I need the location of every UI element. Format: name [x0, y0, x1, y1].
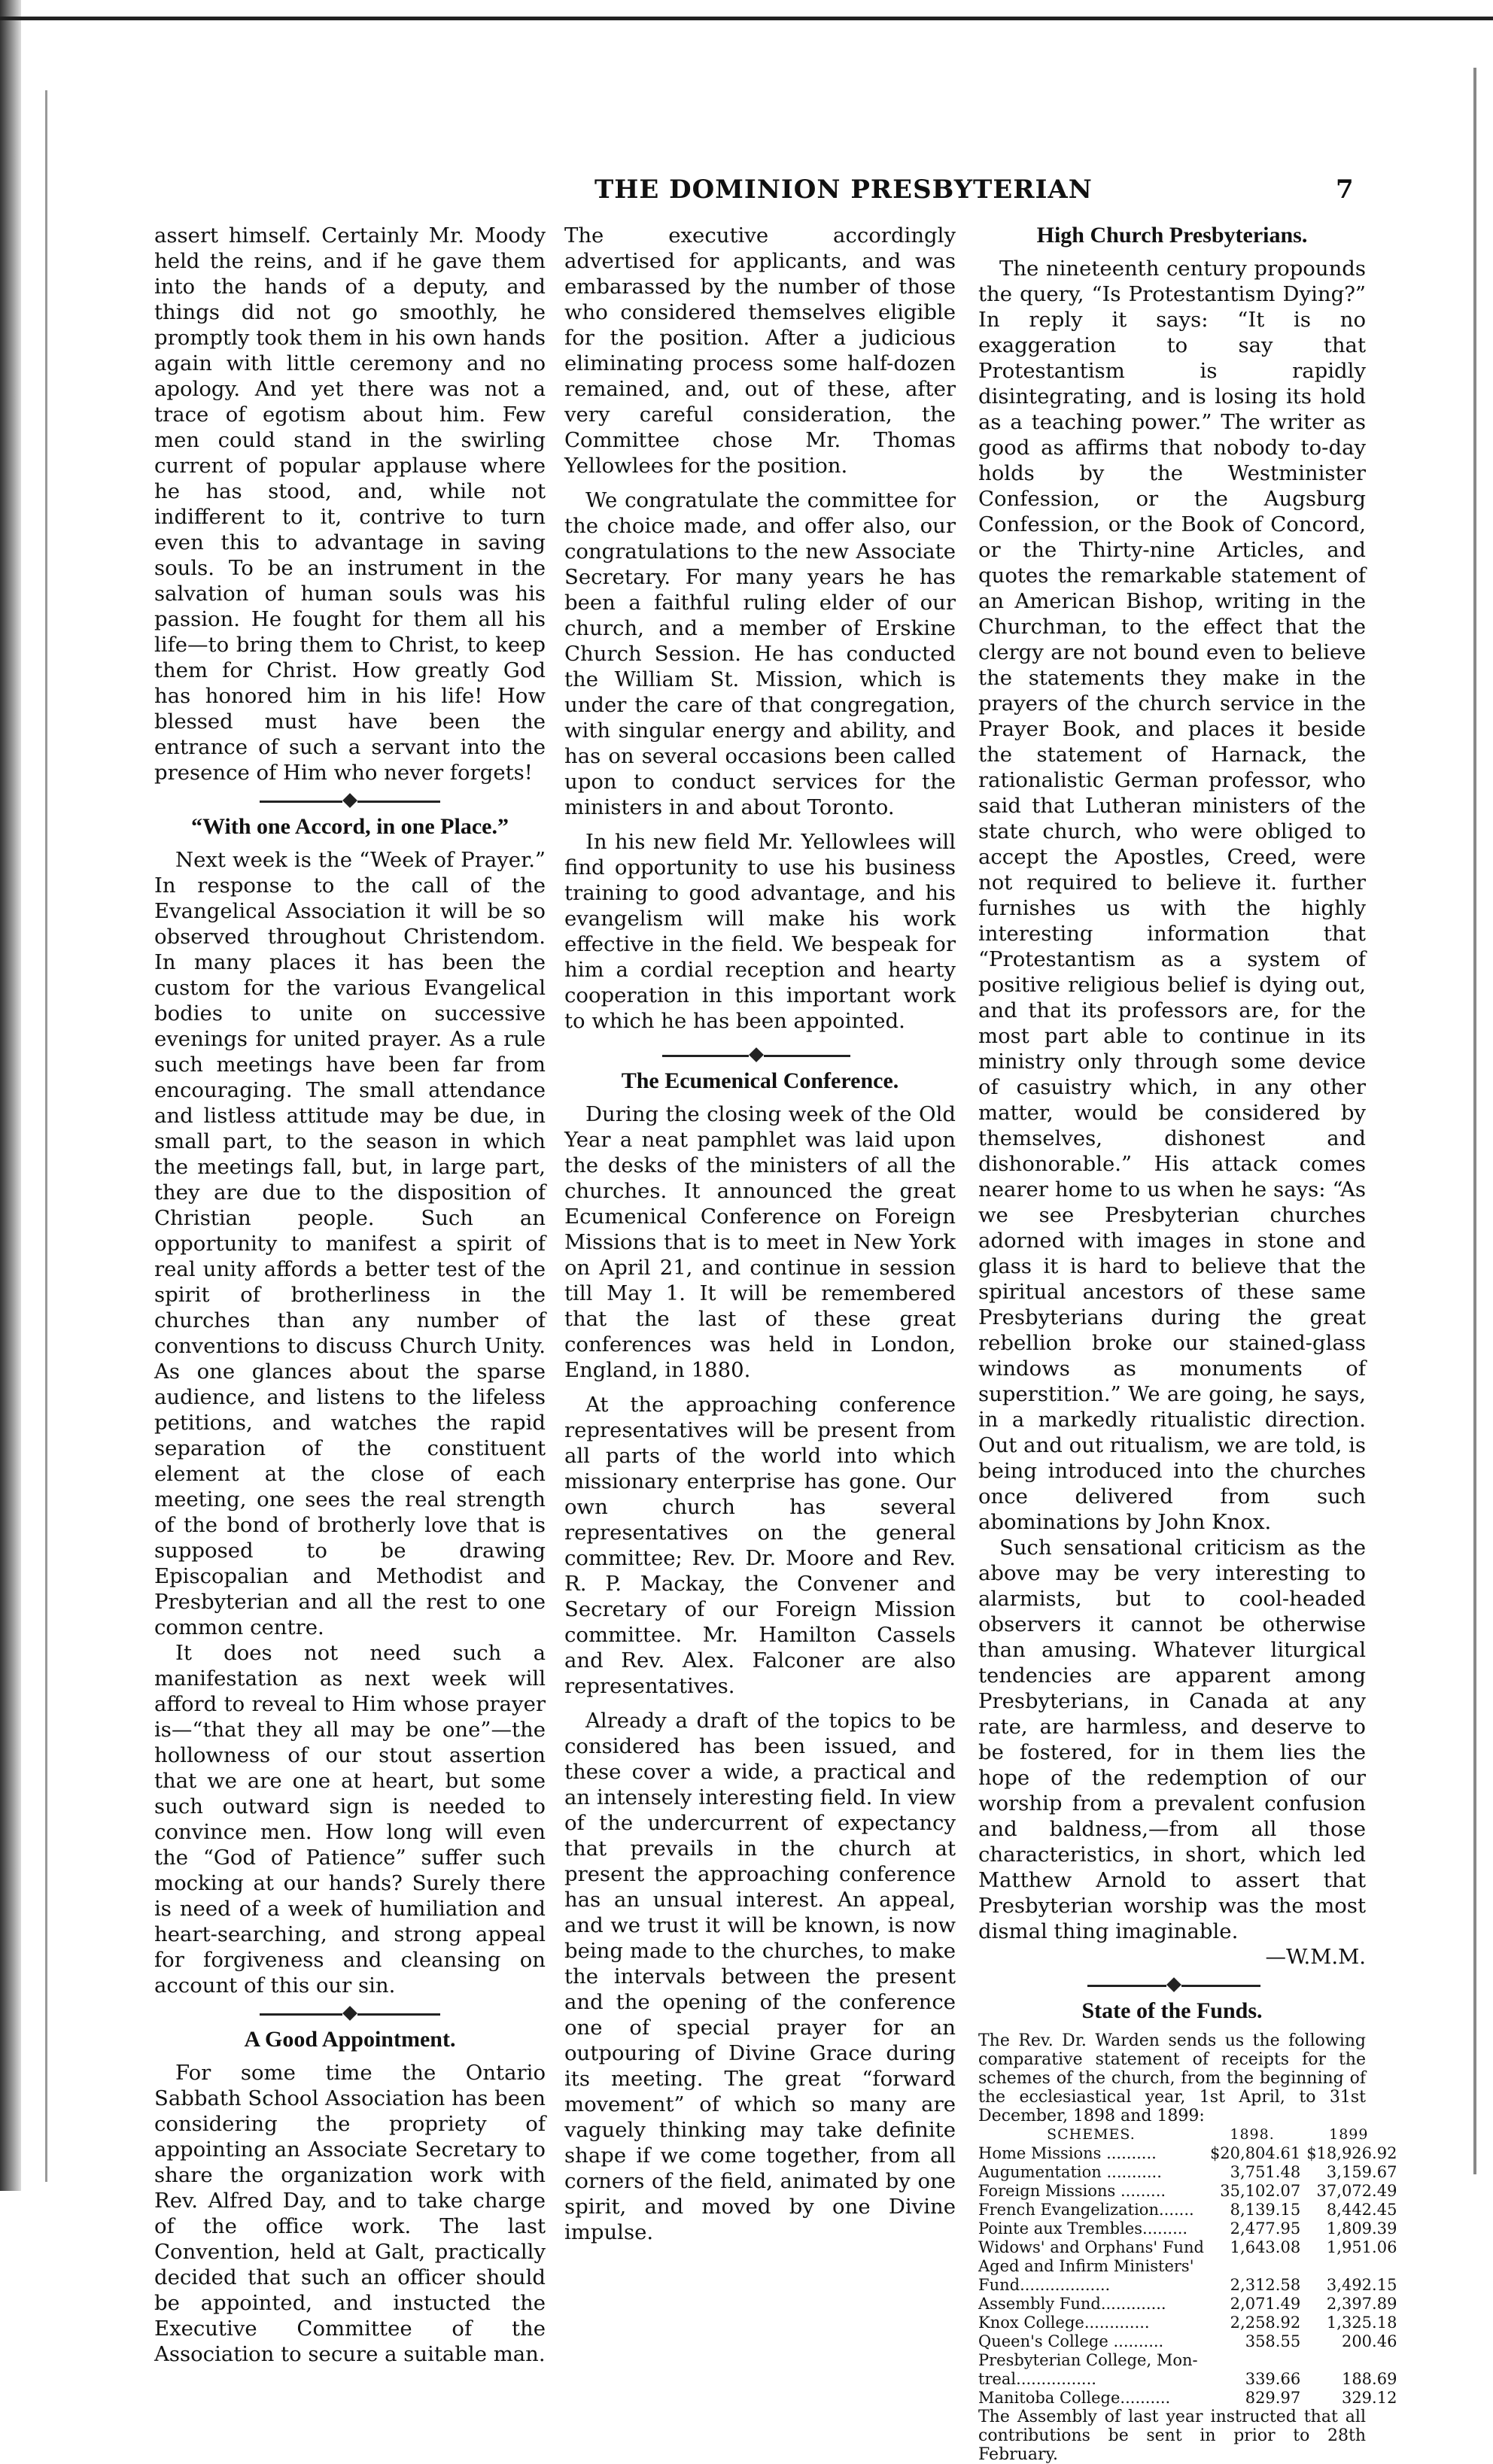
funds-heading: State of the Funds.	[1081, 1998, 1263, 2023]
ecumenical-paragraph-1: During the closing week of the Old Year a neat pamphlet was laid upon the desks of the ministers of all the churches. It announced the great Ecumenical Conference on Foreign Missions that is to meet in New York on April 21, and continue in session till May 1. It will be remembered that the last of these great conferences was held in London, England, in 1880.	[564, 1102, 956, 1382]
scan-right-edge	[1473, 68, 1476, 2174]
accord-paragraph-2: It does not need such a manifestation as next week will afford to reveal to Him whose prayer is—“that they all may be one”—the hollowness of our stout assertion that we are one at heart, but some such outward sign is needed to convince men. How long will even the “God of Patience” suffer such mocking at our hands? Surely there is need of a week of humiliation and heart-searching, and strong appeal for forgiveness and cleansing on account of this our sin.	[154, 1641, 546, 1998]
amount-1898: 3,751.48	[1230, 2163, 1301, 2181]
amount-1899: 188.69	[1341, 2370, 1397, 2388]
amount-1899: 8,442.45	[1326, 2201, 1397, 2219]
table-row	[978, 2351, 1397, 2370]
scheme-name: Pointe aux Trembles.........	[978, 2219, 1188, 2238]
scheme-name: Augumentation ...........	[978, 2163, 1162, 2181]
ecumenical-heading: The Ecumenical Conference.	[621, 1068, 899, 1093]
page-number: 7	[1336, 175, 1354, 205]
section-divider	[154, 2004, 546, 2024]
amount-1898: 339.66	[1245, 2370, 1301, 2388]
scan-left-edge	[0, 0, 21, 2191]
scheme-name: Fund..................	[978, 2276, 1111, 2294]
amount-1898: 35,102.07	[1220, 2182, 1301, 2200]
scheme-name: Knox College.............	[978, 2314, 1150, 2332]
running-title: THE DOMINION PRESBYTERIAN	[594, 175, 1093, 205]
amount-1898: 2,258.92	[1230, 2314, 1301, 2332]
table-row	[978, 2370, 1397, 2389]
table-row	[978, 2163, 1397, 2182]
amount-1899: $18,926.92	[1306, 2144, 1397, 2162]
appointment-paragraph-4: In his new field Mr. Yellowlees will find opportunity to use his business training to good advantage, and his evangelism will make his work effective in the field. We bespeak for him a cordial reception and hearty cooperation in this important work to which he has been appointed.	[564, 830, 956, 1033]
scheme-name: Assembly Fund.............	[978, 2295, 1166, 2313]
column-3	[978, 223, 1397, 2464]
scheme-name: Aged and Infirm Ministers'	[978, 2257, 1194, 2275]
table-row	[978, 2295, 1397, 2314]
table-row	[978, 2257, 1397, 2276]
amount-1898	[1204, 2257, 1300, 2276]
amount-1898: 358.55	[1245, 2332, 1301, 2350]
appointment-paragraph-1: For some time the Ontario Sabbath School Association has been considering the propriety of appointing an Associate Secretary to share the organization work with Rev. Alfred Day, and to take charge of the office work. The last Convention, held at Galt, practically decided that such an officer should be appointed, and instucted the Executive Committee of the Association to secure a suitable man.	[154, 2061, 546, 2366]
appointment-paragraph-3: We congratulate the committee for the choice made, and offer also, our congratulations to the new Associate Secretary. For many years he has been a faithful ruling elder of our church, and a member of Erskine Church Session. He has conducted the William St. Mission, which is under the care of that congregation, with singular energy and ability, and has on several occasions been called upon to conduct services for the ministers in and about Toronto.	[564, 488, 956, 819]
header-cell: 1898.	[1230, 2126, 1275, 2143]
ecumenical-paragraph-3: Already a draft of the topics to be considered has been issued, and these cover a wide, a practical and an intensely interesting field. In view of the undercurrent of expectancy that prevails in the church at present the approaching conference has an unsual interest. An appeal, and we trust it will be known, is now being made to the churches, to make the intervals between the present and the opening of the conference one of special prayer for an outpouring of Divine Grace during its meeting. The great “forward movement” of which so many are vaguely thinking may take definite shape if we come together, from all corners of the field, animated by one spirit, and moved by one Divine impulse.	[564, 1709, 956, 2244]
signature: —W.M.M.	[1265, 1945, 1366, 1969]
column-2	[564, 223, 956, 2245]
high-church-paragraph-2: Such sensational criticism as the above may be very interesting to alarmists, but to cool-headed observers it cannot be otherwise than amusing. Whatever liturgical tendencies are apparent among Presbyterians, in Canada at any rate, are harmless, and deserve to be fostered, for in them lies the hope of the redemption of our worship from a prevalent confusion and baldness,—from all those characteristics, in short, which led Matthew Arnold to assert that Presbyterian worship was the most dismal thing imaginable.	[978, 1536, 1366, 1943]
amount-1899	[1300, 2257, 1397, 2276]
amount-1898: 829.97	[1245, 2389, 1301, 2407]
amount-1899	[1300, 2351, 1397, 2370]
accord-heading: “With one Accord, in one Place.”	[191, 814, 509, 839]
amount-1898: 8,139.15	[1230, 2201, 1301, 2219]
scheme-name: Manitoba College..........	[978, 2389, 1171, 2407]
amount-1898: $20,804.61	[1209, 2144, 1301, 2162]
table-row	[978, 2201, 1397, 2219]
amount-1898: 2,477.95	[1230, 2219, 1301, 2238]
section-divider	[154, 791, 546, 811]
funds-intro: The Rev. Dr. Warden sends us the following comparative statement of receipts for the schemes of the church, from the beginning of the ecclesiastical year, 1st April, to 31st December, 1898 and 1899:	[978, 2031, 1366, 2125]
funds-table	[978, 2125, 1397, 2408]
amount-1898: 2,071.49	[1230, 2295, 1301, 2313]
amount-1898: 2,312.58	[1230, 2276, 1301, 2294]
amount-1898	[1204, 2351, 1300, 2370]
amount-1899: 3,492.15	[1326, 2276, 1397, 2294]
header-cell: 1899	[1329, 2126, 1369, 2143]
high-church-heading: High Church Presbyterians.	[1036, 223, 1308, 248]
page-header	[151, 175, 1370, 212]
section-divider	[564, 1046, 956, 1065]
scheme-name: French Evangelization.......	[978, 2201, 1194, 2219]
table-row	[978, 2332, 1397, 2351]
amount-1899: 2,397.89	[1326, 2295, 1397, 2313]
amount-1899: 37,072.49	[1316, 2182, 1397, 2200]
scheme-name: Queen's College ..........	[978, 2332, 1164, 2350]
amount-1899: 200.46	[1341, 2332, 1397, 2350]
accord-paragraph-1: Next week is the “Week of Prayer.” In response to the call of the Evangelical Association it will be so observed throughout Christendom. In many places it has been the custom for the various Evangelical bodies to unite on successive evenings for united prayer. As a rule such meetings have been far from encouraging. The small attendance and listless attitude may be due, in small part, to the season in which the meetings fall, but, in large part, they are due to the disposition of Christian people. Such an opportunity to manifest a spirit of real unity affords a better test of the spirit of brotherliness in the churches than any number of conventions to discuss Church Unity. As one glances about the sparse audience, and listens to the lifeless petitions, and watches the rapid separation of the constituent element at the close of each meeting, one sees the real strength of the bond of brotherly love that is supposed to be drawing Episcopalian and Methodist and Presbyterian and all the rest to one common centre.	[154, 848, 546, 1639]
amount-1899: 1,809.39	[1326, 2219, 1397, 2238]
amount-1899: 329.12	[1341, 2389, 1397, 2407]
appointment-paragraph-2: The executive accordingly advertised for applicants, and was embarassed by the number of those who considered themselves eligible for the position. After a judicious eliminating process some half-dozen remained, and, out of these, after very careful consideration, the Committee chose Mr. Thomas Yellowlees for the position.	[564, 223, 956, 478]
table-row	[978, 2276, 1397, 2295]
appointment-heading: A Good Appointment.	[244, 2027, 456, 2052]
ecumenical-paragraph-2: At the approaching conference representatives will be present from all parts of the world into which missionary enterprise has gone. Our own church has several representatives on the general committee; Rev. Dr. Moore and Rev. R. P. Mackay, the Convener and Secretary of our Foreign Mission committee. Mr. Hamilton Cassels and Rev. Alex. Falconer are also representatives.	[564, 1393, 956, 1698]
table-row	[978, 2238, 1397, 2257]
moody-paragraph: assert himself. Certainly Mr. Moody held the reins, and if he gave them into the hands of a deputy, and things did not go smoothly, he promptly took them in his own hands again with little ceremony and no apology. And yet there was not a trace of egotism about him. Few men could stand in the swirling current of popular applause where he has stood, and, while not indifferent to it, contrive to turn even this to advantage in saving souls. To be an instrument in the salvation of human souls was his passion. He fought for them all his life—to bring them to Christ, to keep them for Christ. How greatly God has honored him in his life! How blessed must have been the entrance of such a servant into the presence of Him who never forgets!	[154, 223, 546, 785]
column-1	[154, 223, 546, 2367]
amount-1899: 1,951.06	[1326, 2238, 1397, 2256]
table-row	[978, 2182, 1397, 2201]
amount-1899: 1,325.18	[1326, 2314, 1397, 2332]
section-divider	[978, 1976, 1366, 1995]
table-row	[978, 2314, 1397, 2332]
scan-top-edge	[0, 0, 1493, 20]
scheme-name: Presbyterian College, Mon-	[978, 2351, 1198, 2369]
amount-1898: 1,643.08	[1230, 2238, 1301, 2256]
high-church-paragraph-1: The nineteenth century propounds the query, “Is Protestantism Dying?” In reply it says: “It is no exaggeration to say that Protestantism is rapidly disintegrating, and is losing its hold as a teaching power.” The writer as good as affirms that nobody to-day holds by the Westminister Confession, or the Augsburg Confession, or the Book of Concord, or the Thirty-nine Articles, and quotes the remarkable statement of an American Bishop, writing in the Churchman, to the effect that the clergy are not bound even to believe the statements they make in the prayers of the church service in the Prayer Book, and places it beside the statement of Harnack, the rationalistic German professor, who said that Lutheran ministers of the state church, who were obliged to accept the Apostles, Creed, were not required to believe it. further furnishes us with the highly interesting information that “Protestantism as a system of positive religious belief is dying out, and that its professors are, for the most part able to continue in its ministry only through some device of casuistry which, in any other matter, would be considered by themselves, dishonest and dishonorable.” His attack comes nearer home to us when he says: “As we see Presbyterian churches adorned with images in stone and glass it is hard to believe that the spiritual ancestors of these same Presbyterians during the great rebellion broke our stained-glass windows as monuments of superstition.” We are going, he says, in a markedly ritualistic direction. Out and out ritualism, we are told, is being introduced into the churches once delivered from such abominations by John Knox.	[978, 257, 1366, 1534]
scheme-name: Widows' and Orphans' Fund	[978, 2238, 1204, 2256]
funds-note: The Assembly of last year instructed that all contributions be sent in prior to 28th February.	[978, 2408, 1366, 2464]
scheme-name: Foreign Missions .........	[978, 2182, 1166, 2200]
scheme-name: Home Missions ..........	[978, 2144, 1157, 2162]
table-row	[978, 2219, 1397, 2238]
scan-left-fold	[45, 90, 47, 2182]
table-row	[978, 2144, 1397, 2163]
scheme-name: treal................	[978, 2370, 1096, 2388]
funds-table-header	[978, 2125, 1397, 2144]
header-cell: SCHEMES.	[1047, 2126, 1136, 2143]
amount-1899: 3,159.67	[1326, 2163, 1397, 2181]
table-row	[978, 2389, 1397, 2408]
